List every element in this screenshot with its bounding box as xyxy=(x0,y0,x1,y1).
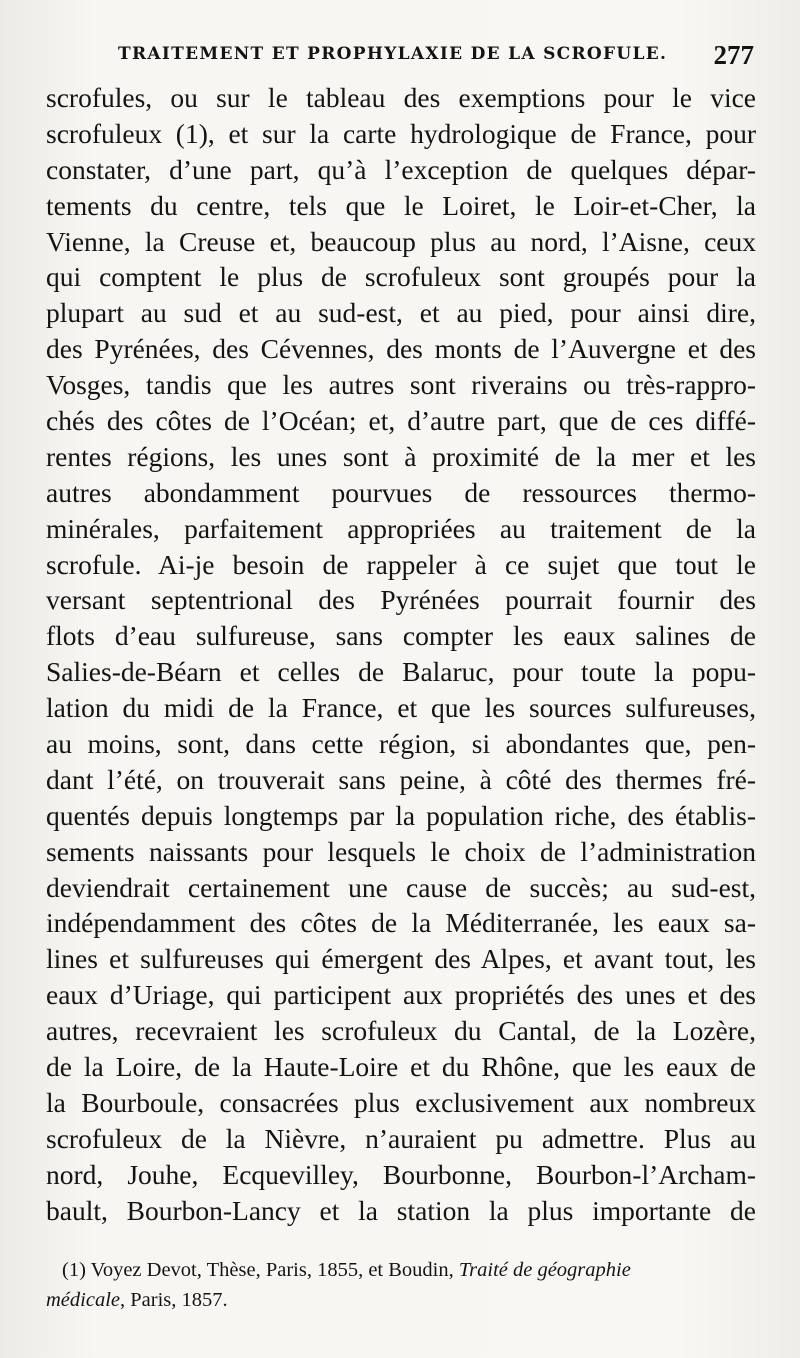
text-line: chés des côtes de l’Océan; et, d’autre part, que de ces diffé- xyxy=(46,405,756,437)
text-line: lation du midi de la France, et que les sources sulfureuses, xyxy=(46,692,756,724)
footnote-italic-title-cont: médicale xyxy=(46,1289,120,1311)
footnote-line-1 xyxy=(46,1255,756,1285)
text-line: la Bourboule, consacrées plus exclusivement aux nombreux xyxy=(46,1086,756,1118)
text-line: Salies-de-Béarn et celles de Balaruc, pour toute la popu- xyxy=(46,656,756,688)
text-line: autres abondamment pourvues de ressources thermo- xyxy=(46,476,756,508)
text-line: plupart au sud et au sud-est, et au pied, pour ainsi dire, xyxy=(46,297,756,329)
text-line: scrofuleux de la Nièvre, n’auraient pu admettre. Plus au xyxy=(46,1122,756,1154)
text-line: autres, recevraient les scrofuleux du Cantal, de la Lozère, xyxy=(46,1015,756,1047)
text-line: constater, d’une part, qu’à l’exception de quelques dépar- xyxy=(46,153,756,185)
running-head xyxy=(118,40,760,74)
text-line: scrofule. Ai-je besoin de rappeler à ce sujet que tout le xyxy=(46,548,756,580)
text-line: flots d’eau sulfureuse, sans compter les eaux salines de xyxy=(46,620,756,652)
footnote-marker: (1) xyxy=(62,1259,86,1281)
page-number: 277 xyxy=(713,40,754,70)
text-line: bault, Bourbon-Lancy et la station la plus importante de xyxy=(46,1194,756,1226)
text-line: quentés depuis longtemps par la population riche, des établis- xyxy=(46,799,756,831)
text-line: nord, Jouhe, Ecquevilley, Bourbonne, Bourbon-l’Archam- xyxy=(46,1158,756,1190)
text-line: indépendamment des côtes de la Méditerranée, les eaux sa- xyxy=(46,907,756,939)
text-line: eaux d’Uriage, qui participent aux propriétés des unes et des xyxy=(46,979,756,1011)
text-line: Vienne, la Creuse et, beaucoup plus au nord, l’Aisne, ceux xyxy=(46,225,756,257)
text-line: de la Loire, de la Haute-Loire et du Rhône, que les eaux de xyxy=(46,1051,756,1083)
running-title: TRAITEMENT ET PROPHYLAXIE DE LA SCROFULE. xyxy=(118,44,668,64)
text-line: versant septentrional des Pyrénées pourrait fournir des xyxy=(46,584,756,616)
text-line: dant l’été, on trouverait sans peine, à côté des thermes fré- xyxy=(46,763,756,795)
text-line: lines et sulfureuses qui émergent des Alpes, et avant tout, les xyxy=(46,943,756,975)
text-line: scrofuleux (1), et sur la carte hydrologique de France, pour xyxy=(46,117,756,149)
text-line: scrofules, ou sur le tableau des exemptions pour le vice xyxy=(46,82,756,113)
text-line: tements du centre, tels que le Loiret, le Loir-et-Cher, la xyxy=(46,189,756,221)
text-line: minérales, parfaitement appropriées au traitement de la xyxy=(46,512,756,544)
text-line: deviendrait certainement une cause de succès; au sud-est, xyxy=(46,871,756,903)
text-line: des Pyrénées, des Cévennes, des monts de l’Auvergne et des xyxy=(46,333,756,365)
text-line: qui comptent le plus de scrofuleux sont groupés pour la xyxy=(46,261,756,293)
footnote-italic-title: Traité de géographie xyxy=(458,1259,631,1281)
footnote-text-end: , Paris, 1857. xyxy=(120,1289,228,1311)
footnote xyxy=(46,1255,756,1315)
text-line: sements naissants pour lesquels le choix de l’administration xyxy=(46,835,756,867)
body-text xyxy=(46,80,756,1229)
text-line: au moins, sont, dans cette région, si abondantes que, pen- xyxy=(46,728,756,760)
footnote-text: Voyez Devot, Thèse, Paris, 1855, et Boudin, xyxy=(85,1259,459,1281)
text-line: Vosges, tandis que les autres sont riverains ou très-rappro- xyxy=(46,369,756,401)
text-line: rentes régions, les unes sont à proximité de la mer et les xyxy=(46,440,756,472)
footnote-line-2 xyxy=(46,1285,756,1315)
